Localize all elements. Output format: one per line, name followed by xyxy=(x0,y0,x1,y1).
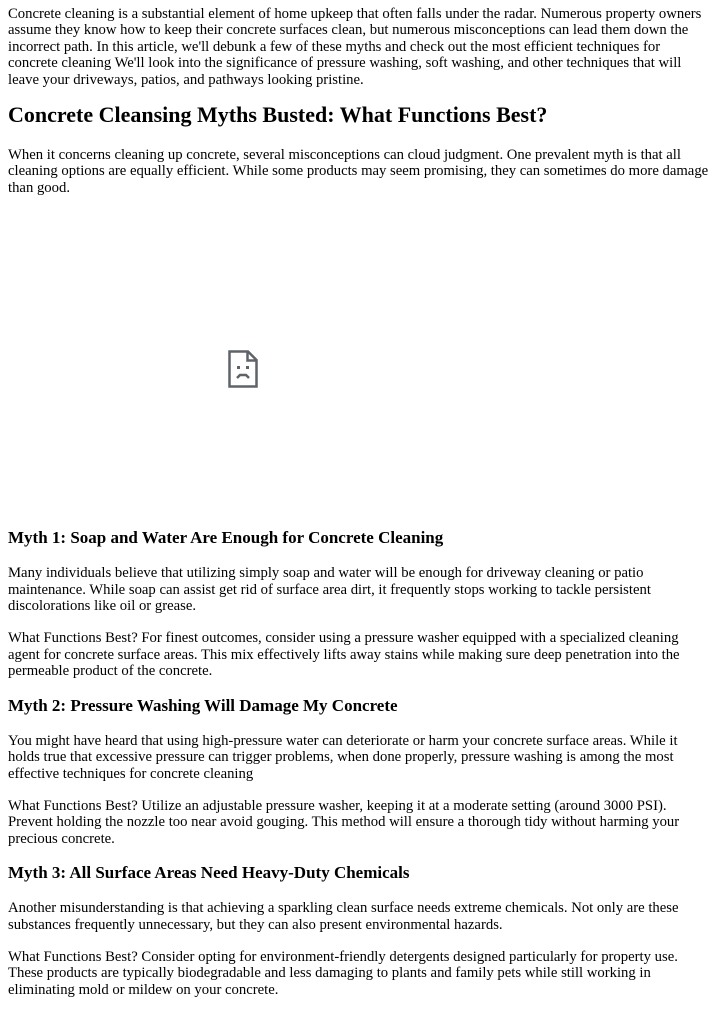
myth-1-best: What Functions Best? For finest outcomes, consider using a pressure washer equipped with a specialized cleaning agent for concrete surface areas. This mix effectively lifts away stains while making sure deep penetration into the permeable product of the concrete. xyxy=(8,630,680,680)
myth-2-body: You might have heard that using high-pressure water can deteriorate or harm your concrete surface areas. While it holds true that excessive pressure can trigger problems, when done properly, pressure washing is among the most effective techniques for concrete cleaning xyxy=(8,732,678,782)
myth-3-heading: Myth 3: All Surface Areas Need Heavy-Duty Chemicals xyxy=(8,863,410,883)
intro-paragraph: Concrete cleaning is a substantial element of home upkeep that often falls under the radar. Numerous property owners assume they know how to keep their concrete surfaces clean, but numerous misconceptions can lead them down the incorrect path. In this article, we'll debunk a few of these myths and check out the most efficient techniques for concrete cleaning We'll look into the significance of pressure washing, soft washing, and other techniques that will leave your driveways, patios, and pathways looking pristine. xyxy=(8,6,702,88)
myth-3-body: Another misunderstanding is that achieving a sparkling clean surface needs extreme chemicals. Not only are these substances frequently unnecessary, but they can also present environmental hazards. xyxy=(8,900,679,933)
myth-1-heading: Myth 1: Soap and Water Are Enough for Concrete Cleaning xyxy=(8,528,444,548)
broken-image-icon xyxy=(228,350,258,388)
myth-2-heading: Myth 2: Pressure Washing Will Damage My Concrete xyxy=(8,695,398,715)
article-image xyxy=(8,212,478,512)
myth-3-best: What Functions Best? Consider opting for environment-friendly detergents designed particularly for property use. These products are typically biodegradable and less damaging to plants and family pets while still working in eliminating mold or mildew on your concrete. xyxy=(8,948,678,998)
article-title: Concrete Cleansing Myths Busted: What Functions Best? xyxy=(8,102,548,128)
myth-1-body: Many individuals believe that utilizing simply soap and water will be enough for driveway cleaning or patio maintenance. While soap can assist get rid of surface area dirt, it frequently stops working to tackle persistent discolorations like oil or grease. xyxy=(8,565,651,615)
myth-2-best: What Functions Best? Utilize an adjustable pressure washer, keeping it at a moderate setting (around 3000 PSI). Prevent holding the nozzle too near avoid gouging. This method will ensure a thorough tidy without harming your precious concrete. xyxy=(8,797,680,847)
lead-paragraph: When it concerns cleaning up concrete, several misconceptions can cloud judgment. One prevalent myth is that all cleaning options are equally efficient. While some products may seem promising, they can sometimes do more damage than good. xyxy=(8,147,709,196)
